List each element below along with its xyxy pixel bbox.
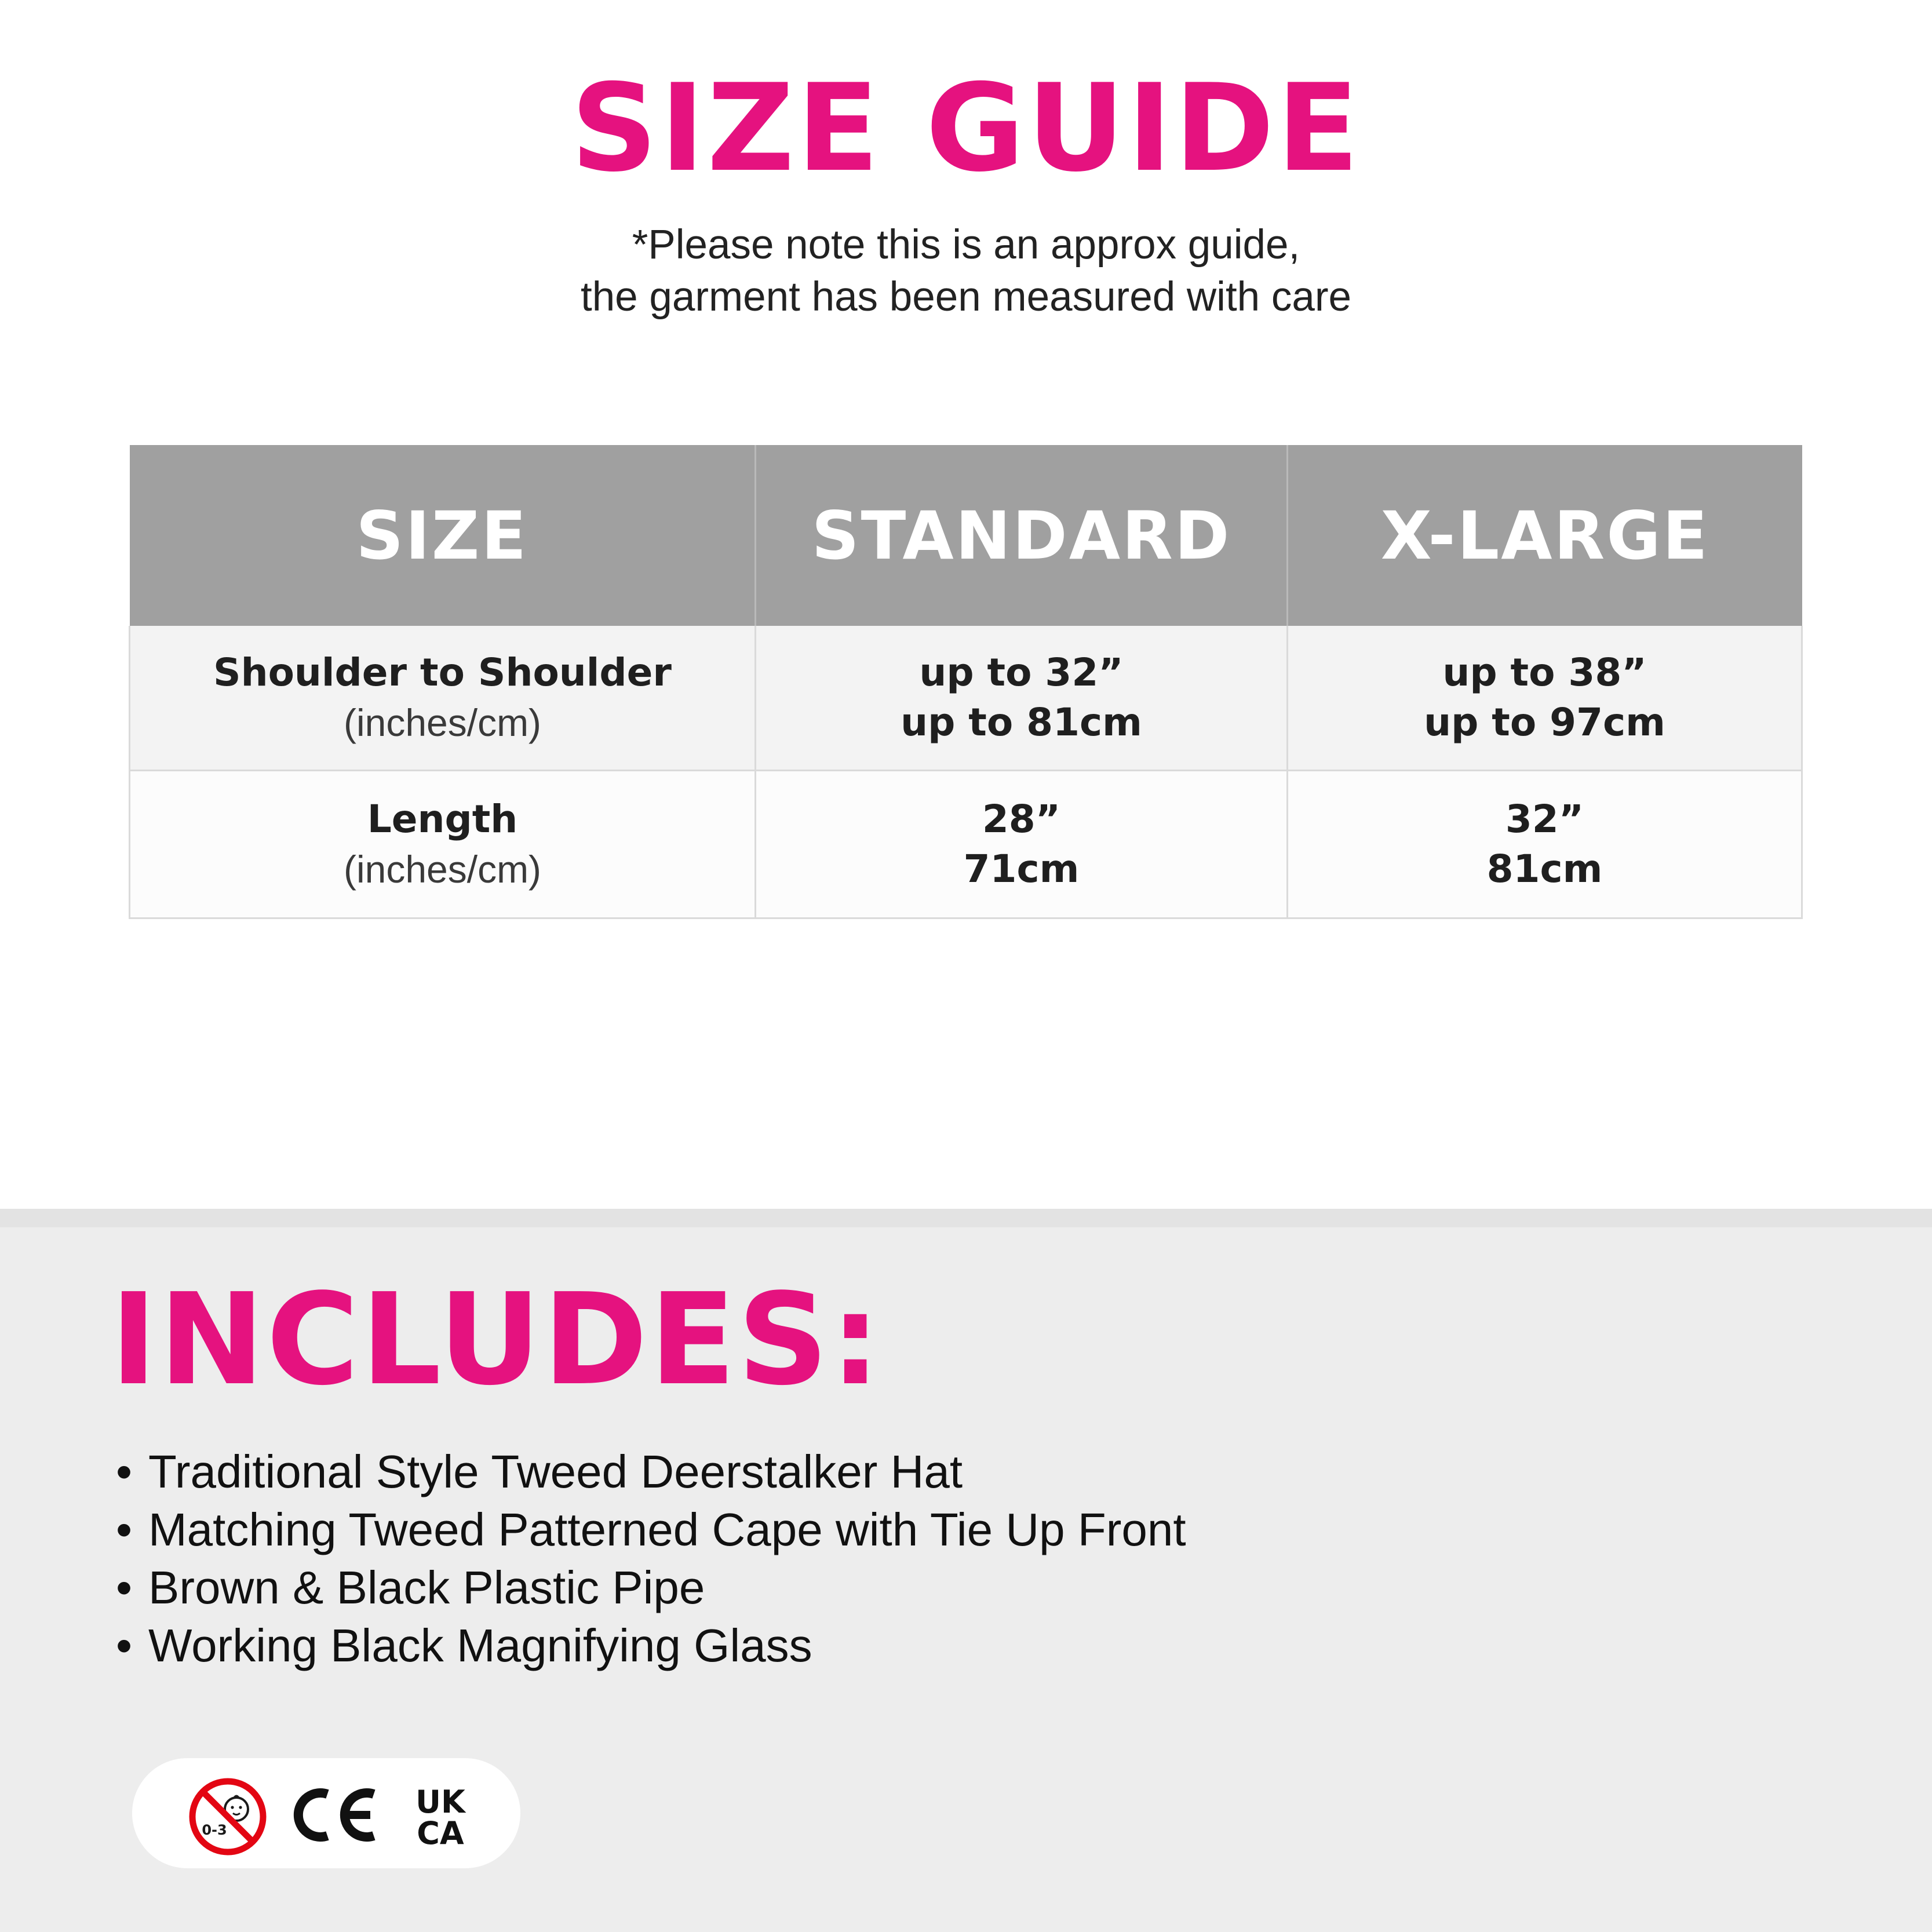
standard-inches: 28” <box>982 797 1061 841</box>
standard-value-cell <box>756 771 1288 918</box>
bullet: • <box>116 1620 133 1671</box>
row-label-cell <box>130 626 756 771</box>
xlarge-inches: up to 38” <box>1442 650 1647 695</box>
list-item-text: Matching Tweed Patterned Cape with Tie Up Front <box>148 1504 1186 1555</box>
bullet: • <box>116 1504 133 1555</box>
list-item-text: Brown & Black Plastic Pipe <box>148 1562 705 1613</box>
list-item <box>116 1501 1186 1559</box>
list-item-text: Traditional Style Tweed Deerstalker Hat <box>148 1446 963 1497</box>
xlarge-inches: 32” <box>1505 797 1584 841</box>
table-row-shoulder <box>130 626 1802 771</box>
standard-cm: up to 81cm <box>901 700 1142 745</box>
age-warning-label: 0-3 <box>202 1822 227 1838</box>
xlarge-cm: 81cm <box>1486 847 1603 891</box>
standard-cm: 71cm <box>963 847 1080 891</box>
standard-inches: up to 32” <box>919 650 1124 695</box>
row-unit: (inches/cm) <box>343 848 542 891</box>
list-item <box>116 1617 1186 1675</box>
bullet: • <box>116 1562 133 1613</box>
standard-value-cell <box>756 626 1288 771</box>
ukca-mark-icon <box>403 1784 477 1847</box>
header-standard: STANDARD <box>756 445 1288 626</box>
table-row-length <box>130 771 1802 918</box>
ukca-bottom: CA <box>417 1815 464 1847</box>
list-item <box>116 1443 1186 1501</box>
size-guide-title: SIZE GUIDE <box>570 59 1362 199</box>
xlarge-value-cell <box>1288 626 1802 771</box>
row-label: Shoulder to Shoulder <box>213 650 672 695</box>
size-guide-note <box>0 219 1932 323</box>
age-warning-icon <box>188 1777 268 1857</box>
certification-badge <box>132 1758 520 1868</box>
row-label: Length <box>367 797 518 841</box>
ukca-top: UK <box>415 1784 465 1820</box>
includes-title: INCLUDES: <box>110 1267 883 1413</box>
list-item <box>116 1559 1186 1617</box>
xlarge-cm: up to 97cm <box>1424 700 1665 745</box>
list-item-text: Working Black Magnifying Glass <box>148 1620 812 1671</box>
xlarge-value-cell <box>1288 771 1802 918</box>
row-unit: (inches/cm) <box>343 701 542 744</box>
bullet: • <box>116 1446 133 1497</box>
size-table <box>129 445 1803 919</box>
note-line-1: *Please note this is an approx guide, <box>632 222 1300 268</box>
includes-list <box>116 1443 1186 1675</box>
header-size: SIZE <box>130 445 756 626</box>
ce-mark-icon <box>291 1785 380 1845</box>
size-table-header-row <box>130 445 1802 626</box>
header-x-large: X-LARGE <box>1288 445 1802 626</box>
note-line-2: the garment has been measured with care <box>580 274 1352 320</box>
row-label-cell <box>130 771 756 918</box>
